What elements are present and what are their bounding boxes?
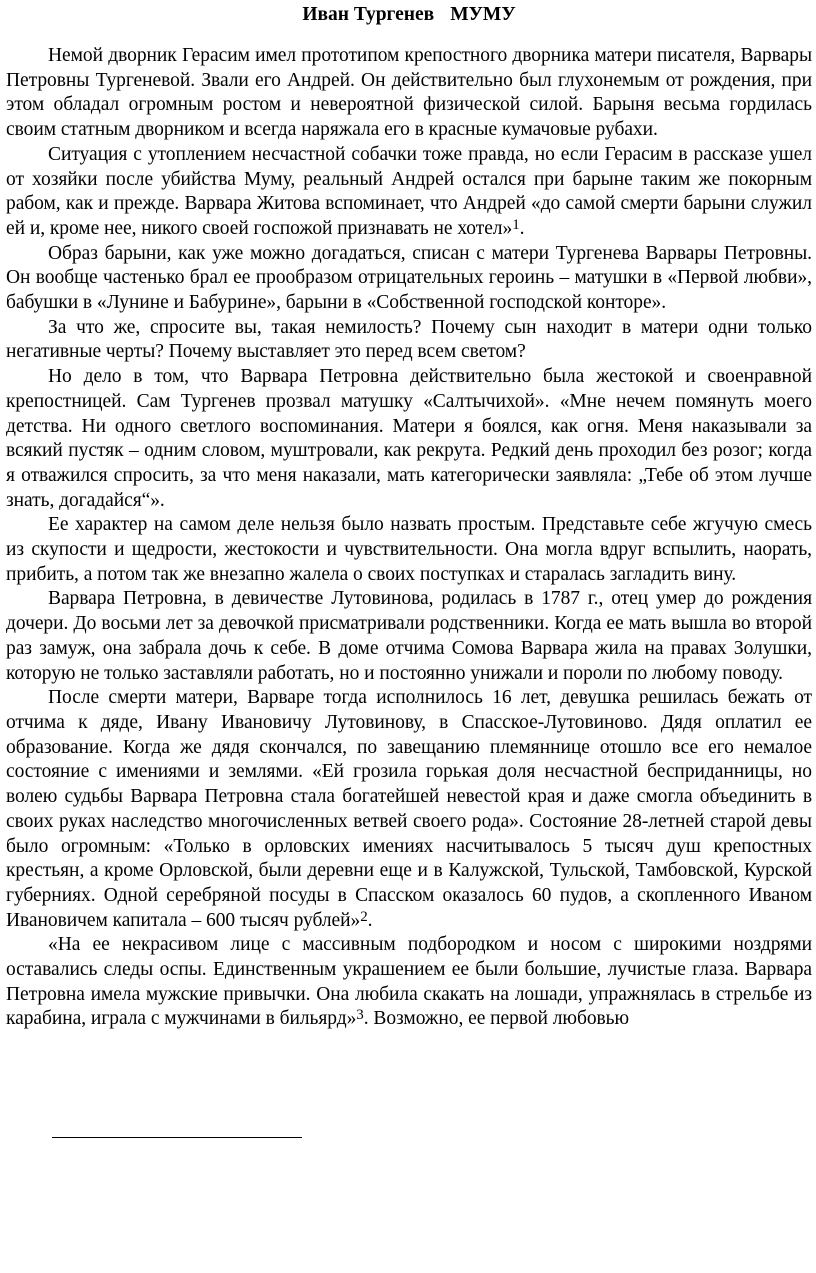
paragraph-tail: . <box>519 217 525 239</box>
paragraph-text: Образ барыни, как уже можно догадаться, списан с матери Тургенева Варвары Петровны. Он вообще частенько брал ее прообразом отрицательных героинь – матушки в «Первой любви», бабушки в «Лунине и Бабурине», барыни в «Собственной господской конторе». <box>6 242 812 314</box>
paragraph-1 <box>6 44 812 143</box>
work-title: МУМУ <box>450 4 516 25</box>
paragraph-text: «На ее некрасивом лице с массивным подбородком и носом с широкими ноздрями оставались следы оспы. Единственным украшением ее были большие, лучистые глаза. Варвара Петровна имела мужские привычки. Она любила скакать на лошади, упражнялась в стрельбе из карабина, играла с мужчинами в бильярд» <box>6 934 812 1030</box>
footnote-ref-1[interactable]: 1 <box>512 216 520 233</box>
document-title <box>6 2 812 28</box>
paragraph-9 <box>6 933 812 1032</box>
body-text <box>6 44 812 1032</box>
paragraph-4 <box>6 316 812 365</box>
paragraph-text: Ситуация с утоплением несчастной собачки тоже правда, но если Герасим в рассказе ушел от хозяйки после убийства Муму, реальный Андрей остался при барыне таким же покорным рабом, как и прежде. Варвара Житова вспоминает, что Андрей «до самой смерти барыни служил ей и, кроме нее, никого своей госпожой признавать не хотел» <box>6 143 812 239</box>
paragraph-text: Немой дворник Герасим имел прототипом крепостного дворника матери писателя, Варвары Петровны Тургеневой. Звали его Андрей. Он действительно был глухонемым от рождения, при этом обладал огромным ростом и невероятной физической силой. Барыня весьма гордилась своим статным дворником и всегда наряжала его в красные кумачовые рубахи. <box>6 45 812 141</box>
paragraph-8 <box>6 686 812 933</box>
paragraph-text: За что же, спросите вы, такая немилость? Почему сын находит в матери одни только негативные черты? Почему выставляет это перед всем светом? <box>6 316 812 363</box>
paragraph-5 <box>6 365 812 513</box>
author-name: Иван Тургенев <box>302 4 435 25</box>
paragraph-2 <box>6 143 812 242</box>
footnote-ref-2[interactable]: 2 <box>360 908 368 925</box>
footnote-separator <box>52 1137 302 1138</box>
paragraph-6 <box>6 513 812 587</box>
paragraph-tail: . Возможно, ее первой любовью <box>363 1008 630 1030</box>
paragraph-text: После смерти матери, Варваре тогда исполнилось 16 лет, девушка решилась бежать от отчима к дяде, Ивану Ивановичу Лутовинову, в Спасское-Лутовиново. Дядя оплатил ее образование. Когда же дядя скончался, по завещанию племяннице отошло все его немалое состояние с имениями и землями. «Ей грозила горькая доля несчастной бесприданницы, но волею судьбы Варвара Петровна стала богатейшей невестой края и даже смогла объединить в своих руках наследство многочисленных ветвей своего рода». Состояние 28-летней старой девы было огромным: «Только в орловских имениях насчитывалось 5 тысяч душ крепостных крестьян, а кроме Орловской, были деревни еще и в Калужской, Тульской, Тамбовской, Курской губерниях. Одной серебряной посуды в Спасском оказалось 60 пудов, а скопленного Иваном Ивановичем капитала – 600 тысяч рублей» <box>6 687 812 931</box>
paragraph-text: Но дело в том, что Варвара Петровна действительно была жестокой и своенравной крепостницей. Сам Тургенев прозвал матушку «Салтычихой». «Мне нечем помянуть моего детства. Ни одного светлого воспоминания. Матери я боялся, как огня. Меня наказывали за всякий пустяк – одним словом, муштровали, как рекрута. Редкий день проходил без розог; когда я отважился спросить, за что меня наказали, мать категорически заявляла: „Тебе об этом лучше знать, догадайся“». <box>6 366 812 511</box>
paragraph-7 <box>6 587 812 686</box>
paragraph-text: Ее характер на самом деле нельзя было назвать простым. Представьте себе жгучую смесь из скупости и щедрости, жестокости и чувствительности. Она могла вдруг вспылить, наорать, прибить, а потом так же внезапно жалела о своих поступках и старалась загладить вину. <box>6 514 812 585</box>
footnote-ref-3[interactable]: 3 <box>356 1007 364 1024</box>
paragraph-tail: . <box>367 909 373 931</box>
paragraph-text: Варвара Петровна, в девичестве Лутовинова, родилась в 1787 г., отец умер до рождения дочери. До восьми лет за девочкой присматривали родственники. Когда ее мать вышла во второй раз замуж, она забрала дочь к себе. В доме отчима Сомова Варвара жила на правах Золушки, которую не только заставляли работать, но и постоянно унижали и пороли по любому поводу. <box>6 588 812 684</box>
paragraph-3 <box>6 242 812 316</box>
